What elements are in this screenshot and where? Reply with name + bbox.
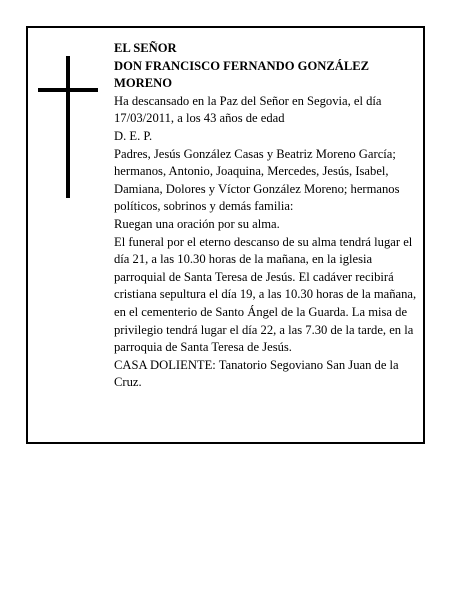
title-line-1: EL SEÑOR xyxy=(114,41,177,55)
deceased-name: DON FRANCISCO FERNANDO GONZÁLEZ MORENO xyxy=(114,58,370,91)
mourning-house: CASA DOLIENTE: Tanatorio Segoviano San Juan de la Cruz. xyxy=(114,357,399,390)
family-list: Padres, Jesús González Casas y Beatriz Moreno García; hermanos, Antonio, Joaquina, Mercedes, Jesús, Isabel, Damiana, Dolores y Víctor González Moreno; hermanos políticos, sobrinos y demás familia: xyxy=(114,146,400,214)
funeral-details: El funeral por el eterno descanso de su alma tendrá lugar el día 21, a las 10.30 horas de la mañana, en la iglesia parroquial de Santa Teresa de Jesús. El cadáver recibirá cristiana sepultura el día 19, a las 10.30 horas de la mañana, en el cementerio de Santo Ángel de la Guarda. La misa de privilegio tendrá lugar el día 22, a las 7.30 de la tarde, en la parroquia de Santa Teresa de Jesús. xyxy=(114,234,417,355)
prayer-request: Ruegan una oración por su alma. xyxy=(114,216,280,231)
rip-line: D. E. P. xyxy=(114,128,153,143)
cross-icon xyxy=(38,56,98,198)
death-info: Ha descansado en la Paz del Señor en Segovia, el día 17/03/2011, a los 43 años de edad xyxy=(114,93,382,126)
obituary-card xyxy=(26,26,425,444)
obituary-text xyxy=(114,40,419,392)
